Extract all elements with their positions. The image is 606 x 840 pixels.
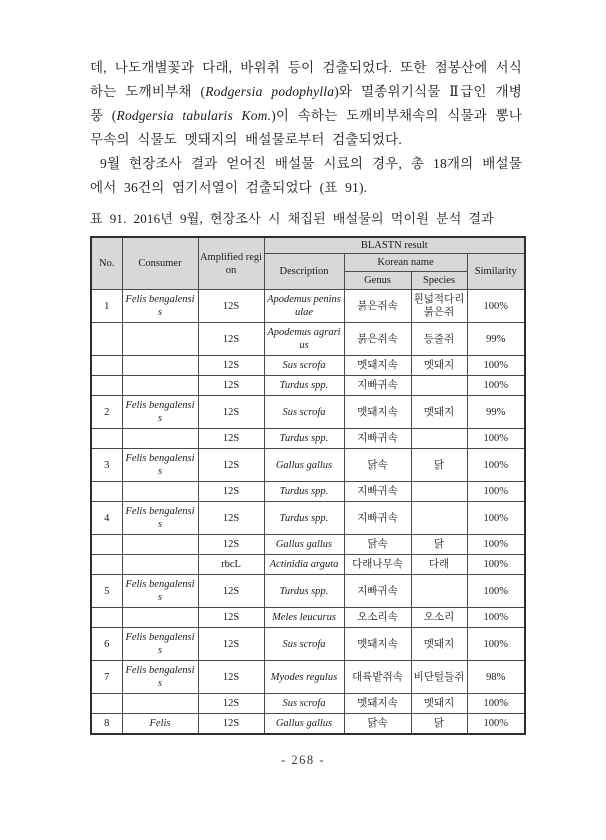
cell-no	[91, 482, 122, 502]
cell-no: 2	[91, 396, 122, 429]
cell-region: 12S	[198, 661, 264, 694]
header-species: Species	[411, 272, 467, 290]
cell-genus: 오소리속	[344, 608, 411, 628]
cell-region: 12S	[198, 449, 264, 482]
cell-no: 8	[91, 714, 122, 735]
header-genus: Genus	[344, 272, 411, 290]
text-segment: )와 멸종위기식물 Ⅱ급인 개병풍 (	[90, 84, 522, 123]
scientific-name: Rodgersia podophylla	[205, 84, 335, 99]
cell-consumer: Felis bengalensis	[122, 290, 198, 323]
header-consumer: Consumer	[122, 237, 198, 290]
header-no: No.	[91, 237, 122, 290]
scientific-name: Rodgersia tabularis Kom.	[116, 108, 272, 123]
cell-genus: 지빠귀속	[344, 376, 411, 396]
cell-genus: 붉은쥐속	[344, 290, 411, 323]
cell-description: Gallus gallus	[264, 449, 344, 482]
table-row	[91, 356, 525, 376]
cell-genus: 지빠귀속	[344, 575, 411, 608]
header-similarity: Similarity	[467, 254, 525, 290]
cell-consumer: Felis bengalensis	[122, 575, 198, 608]
cell-consumer	[122, 482, 198, 502]
table-caption: 표 91. 2016년 9월, 현장조사 시 채집된 배설물의 먹이원 분석 결과	[90, 211, 494, 226]
header-description: Description	[264, 254, 344, 290]
cell-no: 5	[91, 575, 122, 608]
cell-description: Turdus spp.	[264, 482, 344, 502]
cell-similarity: 100%	[467, 535, 525, 555]
cell-similarity: 100%	[467, 356, 525, 376]
cell-consumer	[122, 376, 198, 396]
cell-genus: 닭속	[344, 449, 411, 482]
cell-similarity: 100%	[467, 628, 525, 661]
cell-genus: 멧돼지속	[344, 694, 411, 714]
table-row	[91, 502, 525, 535]
cell-species: 닭	[411, 535, 467, 555]
cell-species: 닭	[411, 714, 467, 735]
cell-species	[411, 429, 467, 449]
cell-consumer	[122, 555, 198, 575]
cell-consumer	[122, 323, 198, 356]
cell-no	[91, 356, 122, 376]
cell-description: Sus scrofa	[264, 396, 344, 429]
page-number: - 268 -	[281, 753, 325, 767]
cell-no: 3	[91, 449, 122, 482]
cell-species	[411, 502, 467, 535]
cell-no	[91, 535, 122, 555]
cell-consumer	[122, 694, 198, 714]
cell-species: 비단털들쥐	[411, 661, 467, 694]
cell-description: Sus scrofa	[264, 356, 344, 376]
cell-genus: 멧돼지속	[344, 628, 411, 661]
table-row	[91, 608, 525, 628]
cell-species: 멧돼지	[411, 396, 467, 429]
cell-similarity: 99%	[467, 323, 525, 356]
cell-similarity: 100%	[467, 449, 525, 482]
body-paragraph-1	[90, 56, 522, 152]
cell-description: Meles leucurus	[264, 608, 344, 628]
cell-similarity: 100%	[467, 376, 525, 396]
table-row	[91, 396, 525, 429]
table-row	[91, 694, 525, 714]
cell-similarity: 100%	[467, 482, 525, 502]
cell-species: 다래	[411, 555, 467, 575]
table-row	[91, 323, 525, 356]
cell-no	[91, 323, 122, 356]
text-segment: 데, 나도개별꽃과 다래, 바위취 등이 검출되었다. 또한 점봉산에 서식하는 도깨비부채 (	[90, 60, 522, 99]
cell-species: 멧돼지	[411, 356, 467, 376]
cell-similarity: 100%	[467, 555, 525, 575]
cell-no: 6	[91, 628, 122, 661]
diet-analysis-table	[90, 236, 526, 735]
cell-similarity: 100%	[467, 290, 525, 323]
cell-consumer	[122, 535, 198, 555]
cell-genus: 닭속	[344, 535, 411, 555]
cell-consumer: Felis bengalensis	[122, 502, 198, 535]
table-body	[91, 290, 525, 735]
cell-no	[91, 555, 122, 575]
page-content	[90, 56, 522, 735]
cell-similarity: 100%	[467, 575, 525, 608]
table-row	[91, 482, 525, 502]
cell-similarity: 98%	[467, 661, 525, 694]
table-row	[91, 449, 525, 482]
cell-species: 멧돼지	[411, 628, 467, 661]
cell-region: 12S	[198, 323, 264, 356]
cell-consumer: Felis bengalensis	[122, 396, 198, 429]
header-korean-name: Korean name	[344, 254, 467, 272]
body-paragraph-2: 9월 현장조사 결과 얻어진 배설물 시료의 경우, 총 18개의 배설물에서 36건의 염기서열이 검출되었다 (표 91).	[90, 156, 522, 195]
cell-no: 1	[91, 290, 122, 323]
cell-region: rbcL	[198, 555, 264, 575]
cell-consumer	[122, 608, 198, 628]
cell-species: 닭	[411, 449, 467, 482]
cell-region: 12S	[198, 575, 264, 608]
table-row	[91, 628, 525, 661]
table-row	[91, 555, 525, 575]
table-header	[91, 237, 525, 290]
header-row-1	[91, 237, 525, 254]
cell-consumer: Felis bengalensis	[122, 661, 198, 694]
cell-similarity: 100%	[467, 502, 525, 535]
cell-no	[91, 376, 122, 396]
cell-species: 흰넓적다리붉은쥐	[411, 290, 467, 323]
cell-region: 12S	[198, 608, 264, 628]
cell-species	[411, 575, 467, 608]
cell-region: 12S	[198, 429, 264, 449]
cell-description: Sus scrofa	[264, 628, 344, 661]
table-row	[91, 429, 525, 449]
cell-genus: 멧돼지속	[344, 356, 411, 376]
cell-consumer: Felis bengalensis	[122, 628, 198, 661]
header-blastn-result: BLASTN result	[264, 237, 525, 254]
cell-region: 12S	[198, 502, 264, 535]
cell-similarity: 99%	[467, 396, 525, 429]
cell-species	[411, 376, 467, 396]
cell-description: Apodemus peninsulae	[264, 290, 344, 323]
cell-region: 12S	[198, 376, 264, 396]
cell-no	[91, 694, 122, 714]
cell-species: 등줄쥐	[411, 323, 467, 356]
cell-description: Turdus spp.	[264, 376, 344, 396]
cell-description: Apodemus agrarius	[264, 323, 344, 356]
cell-description: Turdus spp.	[264, 502, 344, 535]
table-row	[91, 575, 525, 608]
cell-species: 오소리	[411, 608, 467, 628]
cell-region: 12S	[198, 535, 264, 555]
cell-genus: 붉은쥐속	[344, 323, 411, 356]
cell-genus: 닭속	[344, 714, 411, 735]
cell-consumer	[122, 429, 198, 449]
cell-genus: 지빠귀속	[344, 502, 411, 535]
cell-region: 12S	[198, 396, 264, 429]
cell-genus: 지빠귀속	[344, 429, 411, 449]
cell-similarity: 100%	[467, 608, 525, 628]
cell-description: Turdus spp.	[264, 575, 344, 608]
cell-similarity: 100%	[467, 429, 525, 449]
cell-no: 4	[91, 502, 122, 535]
table-row	[91, 290, 525, 323]
table-row	[91, 376, 525, 396]
cell-genus: 대륙밭쥐속	[344, 661, 411, 694]
cell-no: 7	[91, 661, 122, 694]
cell-region: 12S	[198, 356, 264, 376]
cell-similarity: 100%	[467, 714, 525, 735]
cell-description: Actinidia arguta	[264, 555, 344, 575]
cell-consumer	[122, 356, 198, 376]
cell-description: Gallus gallus	[264, 535, 344, 555]
cell-genus: 지빠귀속	[344, 482, 411, 502]
cell-consumer: Felis bengalensis	[122, 449, 198, 482]
cell-genus: 다래나무속	[344, 555, 411, 575]
cell-region: 12S	[198, 290, 264, 323]
cell-no	[91, 429, 122, 449]
cell-consumer: Felis	[122, 714, 198, 735]
cell-species	[411, 482, 467, 502]
cell-description: Myodes regulus	[264, 661, 344, 694]
table-row	[91, 535, 525, 555]
header-amplified-region: Amplified region	[198, 237, 264, 290]
cell-species: 멧돼지	[411, 694, 467, 714]
cell-description: Sus scrofa	[264, 694, 344, 714]
cell-no	[91, 608, 122, 628]
cell-region: 12S	[198, 482, 264, 502]
cell-region: 12S	[198, 694, 264, 714]
table-row	[91, 661, 525, 694]
cell-genus: 멧돼지속	[344, 396, 411, 429]
cell-description: Turdus spp.	[264, 429, 344, 449]
text-segment: )이 속하는 도깨비부채속의 식물과 뽕나무속의 식물도 멧돼지의 배설물로부터 검출되었다.	[90, 108, 523, 147]
cell-region: 12S	[198, 714, 264, 735]
cell-similarity: 100%	[467, 694, 525, 714]
cell-description: Gallus gallus	[264, 714, 344, 735]
cell-region: 12S	[198, 628, 264, 661]
table-row	[91, 714, 525, 735]
